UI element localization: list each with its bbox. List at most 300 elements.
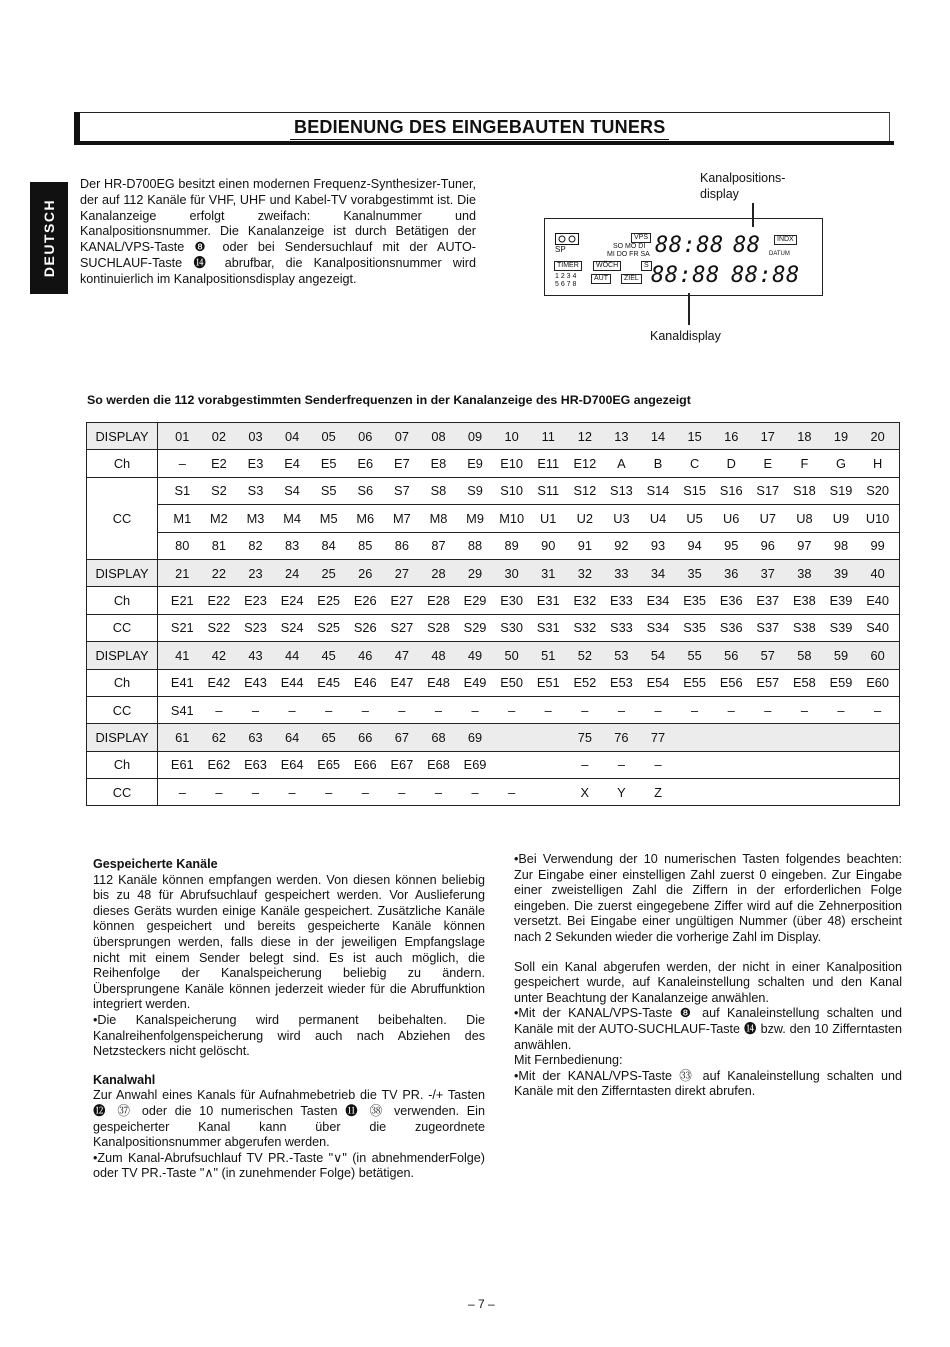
table-cell: E58 bbox=[793, 675, 816, 691]
table-caption: So werden die 112 vorabgestimmten Senderfrequenzen in der Kanalanzeige des HR-D700EG angezeigt bbox=[87, 393, 691, 407]
table-cell: S31 bbox=[536, 620, 560, 636]
table-cell: – bbox=[581, 702, 589, 718]
table-cell: – bbox=[398, 702, 406, 718]
table-cell: S41 bbox=[170, 702, 194, 718]
table-cell: – bbox=[288, 702, 296, 718]
table-cell: E26 bbox=[353, 593, 377, 609]
table-cell: U6 bbox=[723, 510, 740, 526]
table-cell: – bbox=[434, 702, 443, 718]
table-cell: D bbox=[726, 456, 736, 472]
aut-indicator: AUT bbox=[591, 274, 611, 284]
table-cell: – bbox=[178, 784, 186, 800]
table-cell: S4 bbox=[284, 483, 300, 499]
table-cell: S24 bbox=[280, 620, 304, 636]
table-cell: E29 bbox=[463, 593, 487, 609]
table-cell bbox=[823, 785, 860, 800]
table-cell bbox=[713, 757, 750, 772]
table-cell: M1 bbox=[173, 510, 192, 526]
header-underline bbox=[74, 141, 894, 145]
table-row bbox=[87, 642, 900, 669]
table-cell: E4 bbox=[284, 456, 300, 472]
table-cell: E12 bbox=[573, 456, 597, 472]
table-cell: S18 bbox=[793, 483, 816, 499]
table-cell: 54 bbox=[650, 647, 666, 663]
display-label: DISPLAY bbox=[87, 423, 158, 450]
table-cell: 15 bbox=[687, 428, 702, 444]
table-cell: S26 bbox=[353, 620, 377, 636]
table-cell: E60 bbox=[866, 675, 889, 691]
table-cell: E35 bbox=[683, 593, 706, 609]
table-cell: E3 bbox=[247, 456, 264, 472]
table-cell: 41 bbox=[175, 647, 190, 663]
table-cell: – bbox=[251, 702, 260, 718]
table-cell: 19 bbox=[833, 428, 849, 444]
table-cell: S40 bbox=[866, 620, 889, 636]
table-cell: S10 bbox=[500, 483, 524, 499]
table-cell: – bbox=[325, 784, 333, 800]
table-cell: 67 bbox=[394, 729, 409, 745]
table-cell: E8 bbox=[430, 456, 447, 472]
ziel-indicator: ZIEL bbox=[621, 274, 642, 284]
table-cell: E43 bbox=[244, 675, 267, 691]
table-cell: 45 bbox=[321, 647, 336, 663]
table-cell: – bbox=[215, 702, 223, 718]
remote-control-label: Mit Fernbedienung: bbox=[514, 1053, 623, 1068]
table-cell: 14 bbox=[650, 428, 666, 444]
table-cell: S38 bbox=[793, 620, 816, 636]
table-cell: S23 bbox=[244, 620, 267, 636]
table-cell: S8 bbox=[430, 483, 447, 499]
table-cell: E49 bbox=[463, 675, 487, 691]
table-cell: 92 bbox=[614, 538, 629, 554]
table-cell: G bbox=[836, 456, 846, 472]
table-cell: S19 bbox=[829, 483, 853, 499]
table-cell: S2 bbox=[211, 483, 227, 499]
table-row bbox=[87, 587, 900, 614]
table-cell bbox=[676, 730, 713, 745]
table-row bbox=[87, 477, 900, 504]
table-cell bbox=[676, 785, 713, 800]
table-cell: 17 bbox=[760, 428, 775, 444]
table-cell: – bbox=[617, 702, 625, 718]
table-cell bbox=[493, 757, 530, 772]
table-cell: 60 bbox=[870, 647, 885, 663]
table-cell: S21 bbox=[170, 620, 194, 636]
table-cell: – bbox=[874, 702, 882, 718]
table-cell bbox=[786, 730, 823, 745]
table-cell: 59 bbox=[833, 647, 849, 663]
table-cell: E23 bbox=[244, 593, 267, 609]
table-cell bbox=[859, 757, 896, 772]
label-line-1: Kanalpositions- bbox=[700, 171, 786, 185]
table-cell: 16 bbox=[724, 428, 739, 444]
table-cell: 57 bbox=[760, 647, 775, 663]
table-cell: S27 bbox=[390, 620, 414, 636]
table-cell: S3 bbox=[247, 483, 264, 499]
lcd-channel-digits: 88:88 bbox=[655, 233, 724, 258]
table-cell: – bbox=[508, 702, 516, 718]
table-cell: 24 bbox=[284, 565, 300, 581]
table-cell: S6 bbox=[357, 483, 374, 499]
table-cell: E25 bbox=[317, 593, 341, 609]
table-cell: 84 bbox=[321, 538, 336, 554]
table-cell: S35 bbox=[683, 620, 706, 636]
table-cell: 94 bbox=[687, 538, 702, 554]
table-cell: E65 bbox=[317, 757, 341, 773]
table-cell: 25 bbox=[321, 565, 336, 581]
table-cell: S36 bbox=[719, 620, 743, 636]
table-cell: 32 bbox=[577, 565, 592, 581]
table-cell: S9 bbox=[467, 483, 483, 499]
table-cell: U2 bbox=[576, 510, 593, 526]
recall-paragraph: Soll ein Kanal abgerufen werden, der nicht in einer Kanalposition gespeichert wurde, auf Kanaleinstellung schalten und den Kanal unter Beachtung der Kanalanzeige anwählen. bbox=[514, 959, 902, 1005]
table-cell: E45 bbox=[317, 675, 341, 691]
table-cell: – bbox=[361, 702, 369, 718]
table-value-row bbox=[160, 675, 899, 690]
table-cell: – bbox=[361, 784, 369, 800]
table-cell: – bbox=[398, 784, 406, 800]
table-cell: 33 bbox=[614, 565, 629, 581]
table-cell: Y bbox=[617, 784, 626, 800]
table-cell: E33 bbox=[610, 593, 633, 609]
table-row bbox=[87, 751, 900, 778]
table-cell: 77 bbox=[650, 729, 666, 745]
table-cell: 76 bbox=[614, 729, 629, 745]
table-cell: E47 bbox=[390, 675, 414, 691]
table-cell: S7 bbox=[394, 483, 410, 499]
table-cell: S14 bbox=[646, 483, 670, 499]
table-cell: – bbox=[764, 702, 772, 718]
table-cell: 47 bbox=[394, 647, 409, 663]
table-cell: S20 bbox=[866, 483, 889, 499]
table-cell: E41 bbox=[170, 675, 194, 691]
table-cell bbox=[676, 757, 713, 772]
lcd-position-digits: 88 bbox=[733, 233, 761, 258]
table-row bbox=[87, 696, 900, 723]
table-cell: 21 bbox=[175, 565, 190, 581]
table-cell: E2 bbox=[211, 456, 227, 472]
table-cell: 02 bbox=[211, 428, 226, 444]
table-cell bbox=[750, 730, 787, 745]
table-cell: 28 bbox=[431, 565, 446, 581]
table-cell: 44 bbox=[284, 647, 300, 663]
table-cell bbox=[786, 757, 823, 772]
table-cell: – bbox=[654, 702, 662, 718]
table-cell: S17 bbox=[756, 483, 780, 499]
table-cell: – bbox=[215, 784, 223, 800]
channel-select-bullet: •Zum Kanal-Abrufsuchlauf TV PR.-Taste "∨" (in abnehmenderFolge) oder TV PR.-Taste "∧" (in zunehmender Folge) betätigen. bbox=[93, 1150, 485, 1181]
table-cell: 04 bbox=[284, 428, 300, 444]
table-cell: 12 bbox=[577, 428, 592, 444]
ch-label: Ch bbox=[87, 450, 158, 477]
display-label: DISPLAY bbox=[87, 642, 158, 669]
table-cell: – bbox=[434, 784, 443, 800]
table-cell: U7 bbox=[759, 510, 776, 526]
weekdays-row-2: MI DO FR SA bbox=[607, 251, 650, 258]
table-cell: E51 bbox=[536, 675, 560, 691]
page-title: BEDIENUNG DES EINGEBAUTEN TUNERS bbox=[290, 117, 669, 140]
table-cell: 20 bbox=[870, 428, 885, 444]
table-cell: U3 bbox=[613, 510, 630, 526]
table-cell: 27 bbox=[394, 565, 409, 581]
table-row bbox=[87, 559, 900, 586]
table-cell bbox=[713, 730, 750, 745]
display-label: DISPLAY bbox=[87, 559, 158, 586]
table-cell: U5 bbox=[686, 510, 703, 526]
table-cell: E30 bbox=[500, 593, 524, 609]
table-cell: 66 bbox=[358, 729, 373, 745]
table-value-row bbox=[160, 620, 899, 635]
table-cell: M7 bbox=[392, 510, 411, 526]
table-cell: S1 bbox=[174, 483, 191, 499]
table-cell: E63 bbox=[244, 757, 267, 773]
table-cell: E36 bbox=[719, 593, 743, 609]
remote-control-bullet: •Mit der KANAL/VPS-Taste ㉝ auf Kanaleinstellung schalten und Kanäle mit den Zifferntasten direkt abrufen. bbox=[514, 1068, 902, 1099]
table-cell bbox=[859, 785, 896, 800]
table-cell: 68 bbox=[431, 729, 446, 745]
cc-label: CC bbox=[87, 696, 158, 723]
table-cell: 65 bbox=[321, 729, 336, 745]
table-cell: 56 bbox=[724, 647, 739, 663]
table-cell: 08 bbox=[431, 428, 446, 444]
table-cell: 98 bbox=[833, 538, 849, 554]
table-value-row bbox=[160, 429, 899, 444]
table-cell: E42 bbox=[207, 675, 231, 691]
table-cell bbox=[530, 785, 567, 800]
table-cell: 64 bbox=[284, 729, 300, 745]
table-cell: – bbox=[654, 757, 662, 773]
table-cell: 85 bbox=[358, 538, 373, 554]
table-value-row bbox=[160, 593, 899, 608]
intro-paragraph: Der HR-D700EG besitzt einen modernen Frequenz-Synthesizer-Tuner, der auf 112 Kanäle für VHF, UHF und Kabel-TV vorabgestimmt ist. Die Kanalanzeige erfolgt zweifach: Kanalnummer und Kanalpositionsnummer. Die Kanalanzeige ist durch Betätigen der KANAL/VPS-Taste ❽ oder bei Sendersuchlauf mit der AUTO-SUCHLAUF-Taste ⓮ abrufbar, die Kanalpositionsnummer wird kontinuierlich im Kanalpositionsdisplay angezeigt. bbox=[80, 177, 476, 286]
table-cell bbox=[823, 730, 860, 745]
weekly-indicator: WÖCH bbox=[593, 261, 621, 271]
table-cell bbox=[750, 785, 787, 800]
table-cell: E66 bbox=[353, 757, 377, 773]
table-cell: – bbox=[325, 702, 333, 718]
table-cell: F bbox=[800, 456, 809, 472]
table-cell: E38 bbox=[793, 593, 816, 609]
table-cell: 49 bbox=[467, 647, 483, 663]
table-cell: U9 bbox=[832, 510, 850, 526]
table-cell: 86 bbox=[394, 538, 409, 554]
table-cell: E64 bbox=[280, 757, 304, 773]
table-cell: E6 bbox=[357, 456, 374, 472]
table-cell: 91 bbox=[577, 538, 592, 554]
table-cell: 11 bbox=[541, 428, 555, 444]
table-value-row bbox=[160, 483, 899, 498]
table-cell: – bbox=[288, 784, 296, 800]
table-cell: E24 bbox=[280, 593, 304, 609]
stored-channels-bullet: •Die Kanalspeicherung wird permanent beibehalten. Die Kanalreihenfolgenspeicherung wird auch nach Abziehen des Netzsteckers nicht gelöscht. bbox=[93, 1012, 485, 1059]
table-cell bbox=[859, 730, 896, 745]
index-indicator: INDX bbox=[774, 235, 797, 245]
channel-display-label: Kanaldisplay bbox=[650, 329, 721, 343]
date-indicator: DATUM bbox=[769, 251, 790, 257]
table-cell: 88 bbox=[467, 538, 483, 554]
table-cell: U8 bbox=[796, 510, 813, 526]
table-cell: S29 bbox=[463, 620, 487, 636]
table-cell: E10 bbox=[500, 456, 524, 472]
lcd-clock-right: 88:88 bbox=[731, 263, 800, 288]
table-cell: 83 bbox=[284, 538, 300, 554]
table-cell: – bbox=[617, 757, 625, 773]
table-cell: 35 bbox=[687, 565, 702, 581]
table-cell: 22 bbox=[211, 565, 226, 581]
table-cell: 99 bbox=[870, 538, 885, 554]
table-cell: S32 bbox=[573, 620, 597, 636]
table-row bbox=[87, 423, 900, 450]
table-cell: 80 bbox=[175, 538, 190, 554]
table-cell: 53 bbox=[614, 647, 629, 663]
table-cell: S30 bbox=[500, 620, 524, 636]
timer-indicator: TIMER bbox=[554, 261, 582, 271]
cc-label: CC bbox=[87, 477, 158, 559]
table-cell: 62 bbox=[211, 729, 226, 745]
table-cell: S33 bbox=[610, 620, 633, 636]
table-cell: S13 bbox=[610, 483, 633, 499]
vps-indicator: VPS bbox=[631, 233, 651, 243]
stored-channels-paragraph: 112 Kanäle können empfangen werden. Von diesen können beliebig bis zu 48 für Abrufsuchlauf gespeichert werden. Vor Auslieferung dieses Geräts wurden einige Kanäle gespeichert. Zusätzliche Kanäle können gespeichert und bereits gespeicherte Kanäle können übersprungen werden, falls diese in der jeweiligen Empfangslage nicht mit einem Sender belegt sind. Es ist auch möglich, die Reihenfolge der Kanalspeicherung beliebig zu ändern. Übersprungene Kanäle können jederzeit wieder für die Abruffunktion integriert werden. bbox=[93, 872, 485, 1012]
sp-indicator: SP bbox=[555, 245, 566, 254]
table-cell: 39 bbox=[833, 565, 849, 581]
table-row bbox=[87, 669, 900, 696]
channel-position-display-label bbox=[700, 171, 785, 202]
table-cell: U4 bbox=[649, 510, 667, 526]
table-cell bbox=[786, 785, 823, 800]
table-cell bbox=[713, 785, 750, 800]
table-cell: E62 bbox=[207, 757, 231, 773]
table-cell: 96 bbox=[760, 538, 775, 554]
table-cell: E32 bbox=[573, 593, 597, 609]
table-value-row bbox=[160, 511, 899, 526]
table-cell: M4 bbox=[283, 510, 301, 526]
table-cell bbox=[493, 730, 530, 745]
table-cell: 81 bbox=[211, 538, 226, 554]
table-cell: E50 bbox=[500, 675, 524, 691]
table-cell: E55 bbox=[683, 675, 706, 691]
table-value-row bbox=[160, 757, 899, 772]
table-cell: – bbox=[691, 702, 699, 718]
table-cell: 26 bbox=[358, 565, 373, 581]
table-cell: 29 bbox=[467, 565, 483, 581]
vcr-display-diagram bbox=[544, 218, 823, 296]
table-cell: 61 bbox=[175, 729, 190, 745]
table-row bbox=[87, 724, 900, 751]
table-cell bbox=[823, 757, 860, 772]
table-cell: 40 bbox=[870, 565, 885, 581]
table-cell: 82 bbox=[248, 538, 263, 554]
kanal-vps-bullet: •Mit der KANAL/VPS-Taste ❽ auf Kanaleinstellung schalten und Kanäle mit der AUTO-SUCHLAUF-Taste ⓮ bzw. den 10 Zifferntasten anwählen. bbox=[514, 1006, 902, 1052]
table-cell: 48 bbox=[431, 647, 446, 663]
table-cell: 30 bbox=[504, 565, 519, 581]
table-cell: – bbox=[508, 784, 516, 800]
table-value-row bbox=[160, 566, 899, 581]
language-tab-label: DEUTSCH bbox=[41, 198, 57, 278]
page-number: – 7 – bbox=[468, 1297, 495, 1311]
table-cell: M3 bbox=[246, 510, 265, 526]
table-cell: E56 bbox=[719, 675, 743, 691]
table-cell: S22 bbox=[207, 620, 231, 636]
language-tab bbox=[30, 182, 68, 294]
table-cell: 38 bbox=[797, 565, 812, 581]
program-numbers-2: 5 6 7 8 bbox=[555, 281, 577, 288]
table-cell: E37 bbox=[756, 593, 780, 609]
table-cell: U1 bbox=[540, 510, 557, 526]
table-cell: 75 bbox=[577, 729, 592, 745]
table-cell: – bbox=[471, 702, 479, 718]
table-cell: B bbox=[653, 456, 663, 472]
table-cell: E9 bbox=[467, 456, 483, 472]
table-cell bbox=[750, 757, 787, 772]
left-column bbox=[93, 857, 485, 1182]
table-cell: 63 bbox=[248, 729, 263, 745]
table-cell: 23 bbox=[248, 565, 263, 581]
table-cell: E11 bbox=[537, 456, 560, 472]
table-value-row bbox=[160, 456, 899, 471]
table-row bbox=[87, 614, 900, 641]
lcd-clock-left: 88:88 bbox=[651, 263, 720, 288]
table-cell: E22 bbox=[207, 593, 231, 609]
table-row bbox=[87, 779, 900, 806]
table-cell: S5 bbox=[320, 483, 337, 499]
table-cell: E57 bbox=[756, 675, 780, 691]
table-cell: 37 bbox=[760, 565, 775, 581]
table-cell: E54 bbox=[646, 675, 670, 691]
table-cell: 89 bbox=[504, 538, 519, 554]
table-row bbox=[87, 450, 900, 477]
table-cell: – bbox=[178, 456, 186, 472]
table-cell: 36 bbox=[724, 565, 739, 581]
table-cell: E34 bbox=[646, 593, 670, 609]
label-line-2: display bbox=[700, 186, 739, 201]
cc-label: CC bbox=[87, 779, 158, 806]
table-cell: S34 bbox=[646, 620, 670, 636]
weekdays-row-1: SO MO DI bbox=[613, 243, 646, 250]
table-cell: 52 bbox=[577, 647, 592, 663]
table-cell: – bbox=[251, 784, 260, 800]
table-cell: 50 bbox=[504, 647, 519, 663]
cc-label: CC bbox=[87, 614, 158, 641]
table-cell: 90 bbox=[541, 538, 556, 554]
table-cell: M8 bbox=[429, 510, 448, 526]
table-row bbox=[87, 505, 900, 532]
ch-label: Ch bbox=[87, 751, 158, 778]
table-cell: E68 bbox=[427, 757, 450, 773]
table-cell: E52 bbox=[573, 675, 597, 691]
table-value-row bbox=[160, 703, 899, 718]
table-cell: H bbox=[872, 456, 883, 472]
table-cell: E61 bbox=[170, 757, 194, 773]
table-cell: E31 bbox=[536, 593, 560, 609]
table-cell: S15 bbox=[683, 483, 706, 499]
table-cell: – bbox=[837, 702, 845, 718]
table-cell: M6 bbox=[356, 510, 375, 526]
table-cell: E bbox=[763, 456, 773, 472]
table-cell: E48 bbox=[427, 675, 450, 691]
table-cell: – bbox=[581, 757, 589, 773]
table-cell: – bbox=[800, 702, 808, 718]
table-cell: 95 bbox=[724, 538, 739, 554]
s-indicator: S bbox=[641, 261, 652, 271]
table-row bbox=[87, 532, 900, 559]
table-cell bbox=[530, 730, 567, 745]
table-cell: S16 bbox=[719, 483, 743, 499]
table-cell: E7 bbox=[394, 456, 410, 472]
table-cell: S11 bbox=[537, 483, 560, 499]
ch-label: Ch bbox=[87, 587, 158, 614]
program-numbers-1: 1 2 3 4 bbox=[555, 273, 577, 280]
